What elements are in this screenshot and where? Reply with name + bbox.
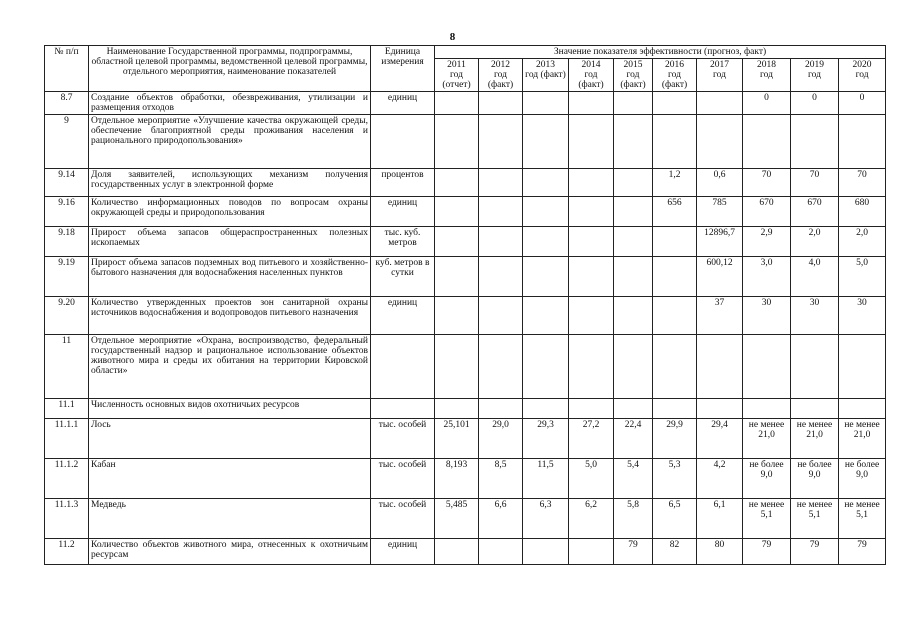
header-year-note: год (факт): [525, 70, 566, 80]
value-cell-2020: не более 9,0: [839, 459, 886, 499]
value-cell-2011: [435, 169, 479, 197]
value-cell-2017: 80: [697, 539, 743, 565]
value-cell-2015: [614, 257, 653, 297]
value-cell-2019: 670: [791, 197, 839, 227]
value-cell-2020: 2,0: [839, 227, 886, 257]
value-cell-2012: 6,6: [479, 499, 523, 539]
value-cell-2014: [569, 115, 614, 169]
row-number: 9.19: [45, 257, 89, 297]
header-unit: Единица измерения: [371, 46, 435, 92]
value-cell-2013: 6,3: [523, 499, 569, 539]
value-cell-2019: [791, 115, 839, 169]
header-year-label: 2019: [805, 60, 824, 70]
header-year-label: 2016: [665, 60, 684, 70]
row-indicator-name: Количество объектов животного мира, отнесенных к охотничьим ресурсам: [89, 539, 371, 565]
value-cell-2018: не менее 5,1: [743, 499, 791, 539]
value-cell-2014: [569, 335, 614, 399]
value-cell-2012: [479, 335, 523, 399]
value-cell-2017: [697, 335, 743, 399]
value-cell-2014: [569, 539, 614, 565]
value-cell-2014: 6,2: [569, 499, 614, 539]
value-cell-2014: [569, 197, 614, 227]
header-year-label: 2012: [491, 60, 510, 70]
value-cell-2016: 82: [653, 539, 697, 565]
value-cell-2012: [479, 115, 523, 169]
value-cell-2011: 25,101: [435, 419, 479, 459]
value-cell-2013: 29,3: [523, 419, 569, 459]
value-cell-2019: [791, 399, 839, 419]
value-cell-2017: 600,12: [697, 257, 743, 297]
value-cell-2020: 79: [839, 539, 886, 565]
row-unit: тыс. особей: [371, 499, 435, 539]
header-year-2015: [614, 59, 653, 92]
value-cell-2019: 0: [791, 92, 839, 115]
header-year-label: 2013: [536, 60, 555, 70]
value-cell-2020: не менее 21,0: [839, 419, 886, 459]
table-row: [45, 419, 886, 459]
value-cell-2016: [653, 92, 697, 115]
value-cell-2017: 785: [697, 197, 743, 227]
value-cell-2012: [479, 297, 523, 335]
row-indicator-name: Лось: [89, 419, 371, 459]
table-row: [45, 539, 886, 565]
value-cell-2016: [653, 115, 697, 169]
value-cell-2016: [653, 257, 697, 297]
value-cell-2014: [569, 169, 614, 197]
table-row: [45, 459, 886, 499]
value-cell-2020: [839, 115, 886, 169]
row-indicator-name: Создание объектов обработки, обезвреживания, утилизации и размещения отходов: [89, 92, 371, 115]
value-cell-2011: [435, 257, 479, 297]
value-cell-2011: [435, 335, 479, 399]
value-cell-2013: [523, 197, 569, 227]
table-body: [45, 92, 886, 565]
value-cell-2020: 70: [839, 169, 886, 197]
row-unit: процентов: [371, 169, 435, 197]
row-unit: [371, 115, 435, 169]
row-unit: тыс. куб. метров: [371, 227, 435, 257]
value-cell-2013: [523, 399, 569, 419]
header-year-note: год: [760, 70, 773, 80]
header-year-label: 2020: [852, 60, 872, 70]
value-cell-2013: [523, 257, 569, 297]
value-cell-2012: [479, 257, 523, 297]
row-number: 9.14: [45, 169, 89, 197]
value-cell-2011: [435, 399, 479, 419]
header-year-2014: [569, 59, 614, 92]
value-cell-2012: [479, 92, 523, 115]
value-cell-2020: [839, 335, 886, 399]
row-indicator-name: Отдельное мероприятие «Улучшение качества окружающей среды, обеспечение благоприятной среды проживания населения и рационального природопользования»: [89, 115, 371, 169]
value-cell-2015: 5,4: [614, 459, 653, 499]
value-cell-2015: 5,8: [614, 499, 653, 539]
table-row: [45, 257, 886, 297]
row-unit: [371, 399, 435, 419]
header-year-label: 2011: [447, 60, 466, 70]
value-cell-2016: 5,3: [653, 459, 697, 499]
header-year-2020: [839, 59, 886, 92]
row-unit: единиц: [371, 92, 435, 115]
value-cell-2016: [653, 335, 697, 399]
value-cell-2020: 30: [839, 297, 886, 335]
value-cell-2016: 656: [653, 197, 697, 227]
value-cell-2012: [479, 399, 523, 419]
value-cell-2019: 2,0: [791, 227, 839, 257]
row-unit: единиц: [371, 197, 435, 227]
row-indicator-name: Медведь: [89, 499, 371, 539]
header-year-2016: [653, 59, 697, 92]
value-cell-2018: 30: [743, 297, 791, 335]
value-cell-2019: [791, 335, 839, 399]
value-cell-2011: [435, 92, 479, 115]
value-cell-2018: [743, 115, 791, 169]
header-year-note: год (факт): [661, 70, 688, 90]
value-cell-2017: [697, 92, 743, 115]
value-cell-2015: 79: [614, 539, 653, 565]
value-cell-2016: [653, 297, 697, 335]
header-year-2019: [791, 59, 839, 92]
row-indicator-name: Прирост объема запасов общераспространенных полезных ископаемых: [89, 227, 371, 257]
row-number: 9: [45, 115, 89, 169]
row-number: 11.1.3: [45, 499, 89, 539]
row-number: 11.1: [45, 399, 89, 419]
value-cell-2017: 29,4: [697, 419, 743, 459]
header-year-label: 2015: [623, 60, 643, 70]
row-indicator-name: Численность основных видов охотничьих ресурсов: [89, 399, 371, 419]
table-row: [45, 499, 886, 539]
value-cell-2019: не более 9,0: [791, 459, 839, 499]
header-year-2018: [743, 59, 791, 92]
value-cell-2015: 22,4: [614, 419, 653, 459]
value-cell-2019: не менее 21,0: [791, 419, 839, 459]
header-year-label: 2014: [581, 60, 601, 70]
value-cell-2012: [479, 169, 523, 197]
row-indicator-name: Прирост объема запасов подземных вод питьевого и хозяйственно-бытового назначения для водоснабжения населенных пунктов: [89, 257, 371, 297]
header-year-note: год (отчет): [442, 70, 471, 90]
value-cell-2011: [435, 227, 479, 257]
value-cell-2012: [479, 197, 523, 227]
row-number: 8.7: [45, 92, 89, 115]
value-cell-2015: [614, 197, 653, 227]
value-cell-2011: [435, 297, 479, 335]
header-values: Значение показателя эффективности (прогноз, факт): [435, 46, 886, 59]
header-year-2017: [697, 59, 743, 92]
row-number: 9.18: [45, 227, 89, 257]
value-cell-2014: [569, 227, 614, 257]
value-cell-2011: [435, 197, 479, 227]
value-cell-2020: 5,0: [839, 257, 886, 297]
row-number: 9.16: [45, 197, 89, 227]
table-row: [45, 227, 886, 257]
row-number: 9.20: [45, 297, 89, 335]
value-cell-2014: [569, 399, 614, 419]
value-cell-2018: 3,0: [743, 257, 791, 297]
value-cell-2013: [523, 335, 569, 399]
row-number: 11: [45, 335, 89, 399]
row-unit: [371, 335, 435, 399]
table-row: [45, 297, 886, 335]
value-cell-2018: 79: [743, 539, 791, 565]
value-cell-2018: 2,9: [743, 227, 791, 257]
value-cell-2017: [697, 115, 743, 169]
value-cell-2016: 1,2: [653, 169, 697, 197]
value-cell-2017: 12896,7: [697, 227, 743, 257]
row-unit: единиц: [371, 297, 435, 335]
value-cell-2014: [569, 92, 614, 115]
value-cell-2015: [614, 335, 653, 399]
value-cell-2017: 0,6: [697, 169, 743, 197]
value-cell-2019: 79: [791, 539, 839, 565]
value-cell-2011: [435, 115, 479, 169]
table-row: [45, 399, 886, 419]
header-year-2011: [435, 59, 479, 92]
value-cell-2017: 4,2: [697, 459, 743, 499]
table-row: [45, 92, 886, 115]
row-indicator-name: Отдельное мероприятие «Охрана, воспроизводство, федеральный государственный надзор и рациональное использование объектов животного мира и среды их обитания на территории Кировской области»: [89, 335, 371, 399]
row-indicator-name: Количество информационных поводов по вопросам охраны окружающей среды и природопользования: [89, 197, 371, 227]
value-cell-2018: 0: [743, 92, 791, 115]
value-cell-2011: 5,485: [435, 499, 479, 539]
header-year-2012: [479, 59, 523, 92]
value-cell-2016: 6,5: [653, 499, 697, 539]
header-year-note: год (факт): [487, 70, 514, 90]
value-cell-2016: 29,9: [653, 419, 697, 459]
value-cell-2017: 6,1: [697, 499, 743, 539]
value-cell-2018: 670: [743, 197, 791, 227]
row-unit: единиц: [371, 539, 435, 565]
value-cell-2020: 680: [839, 197, 886, 227]
header-year-note: год: [855, 70, 869, 80]
row-indicator-name: Кабан: [89, 459, 371, 499]
value-cell-2019: не менее 5,1: [791, 499, 839, 539]
value-cell-2018: не более 9,0: [743, 459, 791, 499]
value-cell-2019: 70: [791, 169, 839, 197]
value-cell-2015: [614, 92, 653, 115]
row-indicator-name: Количество утвержденных проектов зон санитарной охраны источников водоснабжения и водопроводов питьевого назначения: [89, 297, 371, 335]
value-cell-2015: [614, 169, 653, 197]
row-number: 11.1.1: [45, 419, 89, 459]
value-cell-2017: 37: [697, 297, 743, 335]
row-number: 11.2: [45, 539, 89, 565]
value-cell-2013: [523, 169, 569, 197]
row-unit: тыс. особей: [371, 459, 435, 499]
value-cell-2018: не менее 21,0: [743, 419, 791, 459]
value-cell-2013: [523, 539, 569, 565]
table-row: [45, 115, 886, 169]
value-cell-2014: [569, 257, 614, 297]
value-cell-2012: [479, 539, 523, 565]
header-year-note: год: [808, 70, 821, 80]
header-year-2013: [523, 59, 569, 92]
value-cell-2015: [614, 399, 653, 419]
header-name: Наименование Государственной программы, подпрограммы, областной целевой программы, ведомственной целевой программы, отдельного мероприятия, наименование показателей: [89, 46, 371, 92]
header-year-label: 2018: [757, 60, 776, 70]
value-cell-2013: [523, 92, 569, 115]
table-row: [45, 197, 886, 227]
value-cell-2012: 8,5: [479, 459, 523, 499]
header-year-note: год (факт): [578, 70, 604, 90]
value-cell-2016: [653, 227, 697, 257]
table-row: [45, 169, 886, 197]
value-cell-2018: 70: [743, 169, 791, 197]
value-cell-2013: [523, 115, 569, 169]
value-cell-2020: не менее 5,1: [839, 499, 886, 539]
value-cell-2011: 8,193: [435, 459, 479, 499]
header-row-top: [45, 46, 886, 59]
value-cell-2014: 27,2: [569, 419, 614, 459]
value-cell-2013: [523, 297, 569, 335]
value-cell-2015: [614, 227, 653, 257]
value-cell-2013: 11,5: [523, 459, 569, 499]
value-cell-2020: [839, 399, 886, 419]
value-cell-2016: [653, 399, 697, 419]
value-cell-2012: 29,0: [479, 419, 523, 459]
row-indicator-name: Доля заявителей, использующих механизм получения государственных услуг в электронной форме: [89, 169, 371, 197]
header-num: № п/п: [45, 46, 89, 92]
value-cell-2014: 5,0: [569, 459, 614, 499]
value-cell-2015: [614, 115, 653, 169]
indicator-table: [44, 45, 886, 565]
header-year-label: 2017: [710, 60, 729, 70]
value-cell-2019: 4,0: [791, 257, 839, 297]
value-cell-2012: [479, 227, 523, 257]
value-cell-2020: 0: [839, 92, 886, 115]
value-cell-2015: [614, 297, 653, 335]
value-cell-2018: [743, 399, 791, 419]
table-row: [45, 335, 886, 399]
header-year-note: год: [713, 70, 726, 80]
value-cell-2018: [743, 335, 791, 399]
value-cell-2017: [697, 399, 743, 419]
value-cell-2019: 30: [791, 297, 839, 335]
value-cell-2011: [435, 539, 479, 565]
row-unit: куб. метров в сутки: [371, 257, 435, 297]
row-number: 11.1.2: [45, 459, 89, 499]
value-cell-2013: [523, 227, 569, 257]
page-number: 8: [449, 31, 456, 43]
header-year-note: год (факт): [620, 70, 646, 90]
value-cell-2014: [569, 297, 614, 335]
row-unit: тыс. особей: [371, 419, 435, 459]
